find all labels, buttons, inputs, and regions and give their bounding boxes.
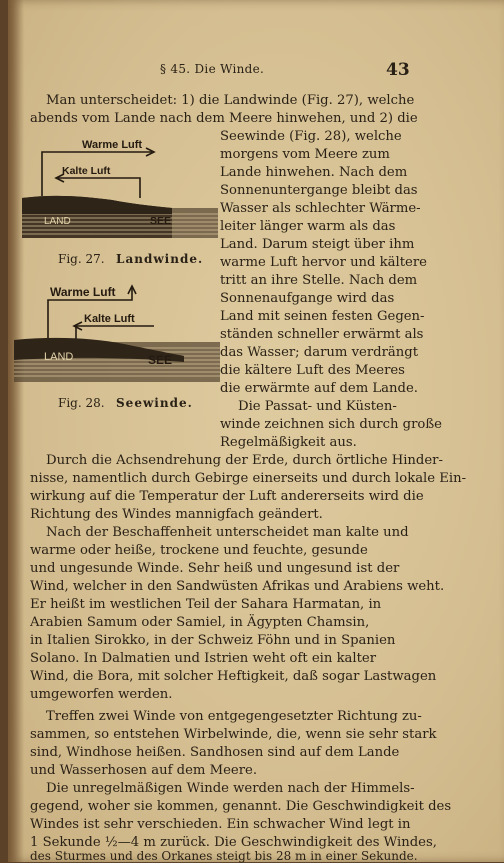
cold-air-label: Kalte Luft xyxy=(84,313,135,325)
landwind-diagram xyxy=(22,134,218,244)
text-line: in Italien Sirokko, in der Schweiz Föhn und in Spanien xyxy=(30,633,396,648)
text-line: und Wasserhosen auf dem Meere. xyxy=(30,763,258,778)
caption-number: Fig. 27. xyxy=(58,252,105,266)
text-line: Solano. In Dalmatien und Istrien weht oft ein kalter xyxy=(30,651,377,666)
running-head: § 45. Die Winde. xyxy=(160,62,265,76)
text-line: das Wasser; darum verdrängt xyxy=(220,345,419,360)
text-line: sammen, so entstehen Wirbelwinde, die, wenn sie sehr stark xyxy=(30,727,437,742)
text-line: des Sturmes und des Orkanes steigt bis 28 m in einer Sekunde. xyxy=(30,849,418,863)
text-line: Die Passat- und Küsten- xyxy=(238,399,397,414)
caption-title: Landwinde. xyxy=(116,252,204,266)
land-label: LAND xyxy=(44,351,74,363)
text-line: die erwärmte auf dem Lande. xyxy=(220,381,418,396)
text-line: nisse, namentlich durch Gebirge einerseits und durch lokale Ein- xyxy=(30,471,467,486)
text-line: Wind, die Bora, mit solcher Heftigkeit, daß sogar Lastwagen xyxy=(30,669,437,684)
text-line: Regelmäßigkeit aus. xyxy=(220,435,357,450)
text-line: gegend, woher sie kommen, genannt. Die Geschwindigkeit des xyxy=(30,799,452,814)
text-line: Er heißt im westlichen Teil der Sahara Harmatan, in xyxy=(30,597,382,612)
text-line: und ungesunde Winde. Sehr heiß und ungesund ist der xyxy=(30,561,400,576)
sea-label: SEE xyxy=(148,353,173,367)
text-line: morgens vom Meere zum xyxy=(220,147,390,162)
figure-seewind xyxy=(14,278,220,392)
text-line: ständen schneller erwärmt als xyxy=(220,327,424,342)
sea-label: SEE xyxy=(150,215,172,227)
text-line: wirkung auf die Temperatur der Luft andererseits wird die xyxy=(30,489,424,504)
text-line: Wind, welcher in den Sandwüsten Afrikas und Arabiens weht. xyxy=(30,579,445,594)
text-line: die kältere Luft des Meeres xyxy=(220,363,405,378)
text-line: Durch die Achsendrehung der Erde, durch örtliche Hinder- xyxy=(46,453,443,468)
figure-28-caption xyxy=(58,396,193,410)
text-line: abends vom Lande nach dem Meere hinwehen, und 2) die xyxy=(30,111,418,126)
text-line: Treffen zwei Winde von entgegengesetzter Richtung zu- xyxy=(46,709,422,724)
text-line: Land. Darum steigt über ihm xyxy=(220,237,415,252)
text-line: tritt an ihre Stelle. Nach dem xyxy=(220,273,418,288)
text-line: Land mit seinen festen Gegen- xyxy=(220,309,425,324)
text-line: winde zeichnen sich durch große xyxy=(220,417,442,432)
warm-air-label: Warme Luft xyxy=(50,285,116,299)
caption-number: Fig. 28. xyxy=(58,396,105,410)
caption-title: Seewinde. xyxy=(116,396,193,410)
text-line: Lande hinwehen. Nach dem xyxy=(220,165,408,180)
cold-air-label: Kalte Luft xyxy=(62,165,111,177)
figure-landwind xyxy=(22,134,218,248)
text-line: warme Luft hervor und kältere xyxy=(220,255,427,270)
text-line: Windes ist sehr verschieden. Ein schwacher Wind legt in xyxy=(30,817,411,832)
text-line: sind, Windhose heißen. Sandhosen sind auf dem Lande xyxy=(30,745,400,760)
text-line: leiter länger warm als das xyxy=(220,219,396,234)
text-line: Arabien Samum oder Samiel, in Ägypten Chamsin, xyxy=(30,615,370,630)
page-header xyxy=(8,60,504,82)
page-number: 43 xyxy=(386,60,410,80)
text-line: umgeworfen werden. xyxy=(30,687,173,702)
text-line: Nach der Beschaffenheit unterscheidet man kalte und xyxy=(46,525,409,540)
text-line: Man unterscheidet: 1) die Landwinde (Fig. 27), welche xyxy=(46,93,415,108)
book-page xyxy=(8,0,504,862)
text-line: Sonnenaufgange wird das xyxy=(220,291,395,306)
text-line: warme oder heiße, trockene und feuchte, gesunde xyxy=(30,543,368,558)
warm-air-label: Warme Luft xyxy=(82,139,143,151)
text-line: Wasser als schlechter Wärme- xyxy=(220,201,421,216)
figure-27-caption xyxy=(58,252,203,266)
seewind-diagram xyxy=(14,278,220,388)
text-line: Seewinde (Fig. 28), welche xyxy=(220,129,402,144)
text-line: Die unregelmäßigen Winde werden nach der Himmels- xyxy=(46,781,415,796)
text-line: Richtung des Windes mannigfach geändert. xyxy=(30,507,323,522)
land-label: LAND xyxy=(44,216,71,227)
text-line: 1 Sekunde ½—4 m zurück. Die Geschwindigkeit des Windes, xyxy=(30,835,437,850)
text-line: Sonnenuntergange bleibt das xyxy=(220,183,418,198)
page-gutter xyxy=(8,0,24,862)
